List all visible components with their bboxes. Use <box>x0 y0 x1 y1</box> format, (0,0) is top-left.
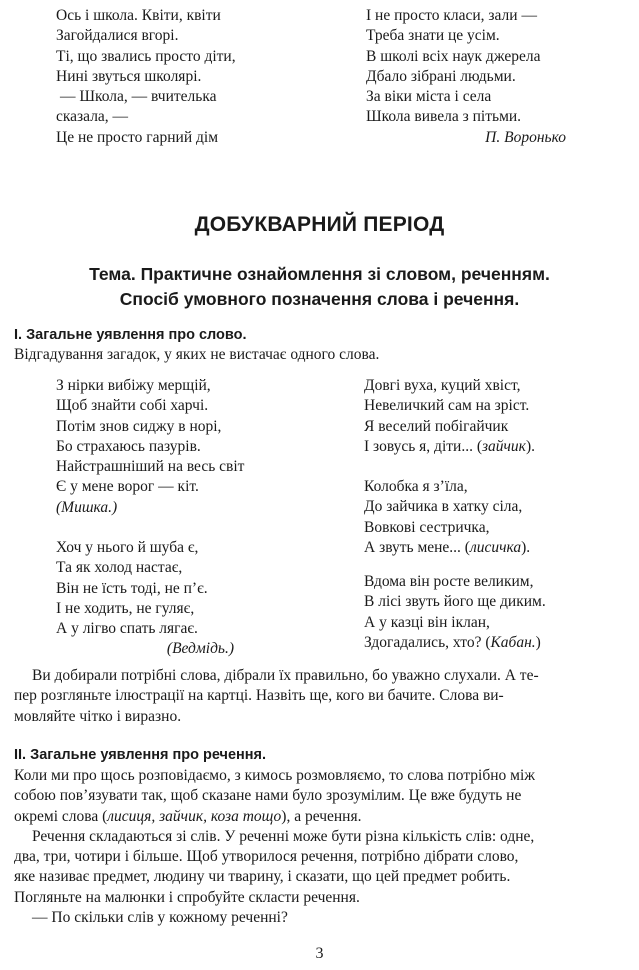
riddle-line: До зайчика в хатку сіла, <box>364 498 523 516</box>
riddle-answer: Кабан. <box>490 633 536 651</box>
riddle-line: Він не їсть тоді, не п’є. <box>56 579 208 597</box>
riddle-answer: лисичка <box>469 538 522 556</box>
poem-line: Школа вивела з пітьми. <box>366 108 522 126</box>
topic-line-2: Спосіб умовного позначення слова і речення. <box>119 289 520 309</box>
riddle-bear <box>56 538 234 660</box>
paragraph-line: яке називає предмет, людину чи тварину, і сказати, що цей предмет робить. <box>14 868 511 886</box>
riddle-line: Довгі вуха, куций хвіст, <box>364 377 521 394</box>
poem-right-column <box>366 6 566 148</box>
riddle-answer: (Мишка.) <box>56 498 118 516</box>
riddle-line: Потім знов сиджу в норі, <box>56 417 222 435</box>
riddle-boar <box>364 572 546 653</box>
paragraph-line: Речення складаються зі слів. У реченні може бути різна кількість слів: одне, <box>32 827 535 845</box>
riddle-line: А у лігво спать лягає. <box>56 620 198 638</box>
poem-line: Ті, що звались просто діти, <box>56 47 236 65</box>
riddle-fox <box>364 477 530 558</box>
riddle-answer: (Ведмідь.) <box>166 640 234 658</box>
poem-line: І не просто класи, зали — <box>366 7 537 24</box>
part1-paragraph <box>14 666 612 727</box>
poem-line: В школі всіх наук джерела <box>366 47 541 65</box>
riddle-line: Щоб знайти собі харчі. <box>56 397 209 415</box>
part1-intro: Відгадування загадок, у яких не вистачає одного слова. <box>14 346 380 363</box>
riddle-line: Та як холод настає, <box>56 559 183 577</box>
paragraph-line: Коли ми про щось розповідаємо, з кимось розмовляємо, то слова потрібно між <box>14 767 535 784</box>
poem-line: Ось і школа. Квіти, квіти <box>56 7 221 24</box>
paragraph-line: Ви добирали потрібні слова, дібрали їх правильно, бо уважно слухали. А те- <box>32 667 539 684</box>
example-words: лисиця, зайчик, коза тощо <box>107 807 282 825</box>
poem-line: За віки міста і села <box>366 88 492 106</box>
poem-line: Треба знати це усім. <box>366 27 500 45</box>
poem-line: Нині звуться школярі. <box>56 67 202 85</box>
riddle-line: Вдома він росте великим, <box>364 573 534 590</box>
poem-line: сказала, — <box>56 108 129 126</box>
riddle-answer: зайчик <box>481 437 526 455</box>
poem-author: П. Воронько <box>485 128 566 146</box>
paragraph-line: два, три, чотири і більше. Щоб утворилося речення, потрібно дібрати слово, <box>14 848 519 866</box>
poem-left-column <box>56 6 236 148</box>
paragraph-line: пер розгляньте ілюстрації на картці. Назвіть ще, кого ви бачите. Слова ви- <box>14 687 504 705</box>
riddle-line: Вовкові сестричка, <box>364 518 490 536</box>
riddle-line: Найстрашніший на весь світ <box>56 458 245 476</box>
section-title: ДОБУКВАРНИЙ ПЕРІОД <box>194 213 445 236</box>
riddle-line: Бо страхаюсь пазурів. <box>56 437 201 455</box>
poem-line: Загойдалися вгорі. <box>56 27 179 45</box>
riddle-line: І зовусь я, діти... (зайчик). <box>364 437 535 455</box>
riddle-line: В лісі звуть його ще диким. <box>364 593 546 611</box>
riddle-line: Є у мене ворог — кіт. <box>56 478 199 496</box>
topic-heading <box>0 262 639 312</box>
part1-heading: І. Загальне уявлення про слово. <box>14 327 247 343</box>
page-number: 3 <box>315 945 324 962</box>
riddle-line: Колобка я з’їла, <box>364 478 468 495</box>
part2-paragraph <box>14 766 612 928</box>
poem-line: Це не просто гарний дім <box>56 128 219 146</box>
riddle-line: Невеличкий сам на зріст. <box>364 397 530 415</box>
riddle-mouse <box>56 376 244 518</box>
part2-heading: ІІ. Загальне уявлення про речення. <box>14 747 267 763</box>
riddle-line: З нірки вибіжу мерщій, <box>56 377 211 394</box>
riddle-hare <box>364 376 535 457</box>
riddle-line: Я веселий побігайчик <box>364 417 509 435</box>
paragraph-line: Погляньте на малюнки і спробуйте скласти речення. <box>14 888 360 906</box>
riddle-line: А звуть мене... (лисичка). <box>364 538 531 556</box>
topic-line-1: Тема. Практичне ознайомлення зі словом, реченням. <box>89 264 550 284</box>
paragraph-line: мовляйте чітко і виразно. <box>14 707 182 725</box>
riddle-line: А у казці він іклан, <box>364 613 490 631</box>
paragraph-line: окремі слова (лисиця, зайчик, коза тощо), а речення. <box>14 807 362 825</box>
riddle-line: Здогадались, хто? (Кабан.) <box>364 633 541 651</box>
poem-line: Дбало зібрані людьми. <box>366 67 516 85</box>
paragraph-line: собою пов’язувати так, щоб сказане нами було зрозумілим. Це вже будуть не <box>14 787 522 805</box>
poem-line: — Школа, — вчителька <box>60 88 217 106</box>
question-line: — По скільки слів у кожному реченні? <box>32 909 288 927</box>
riddle-line: Хоч у нього й шуба є, <box>56 539 199 556</box>
riddle-line: І не ходить, не гуляє, <box>56 599 195 617</box>
